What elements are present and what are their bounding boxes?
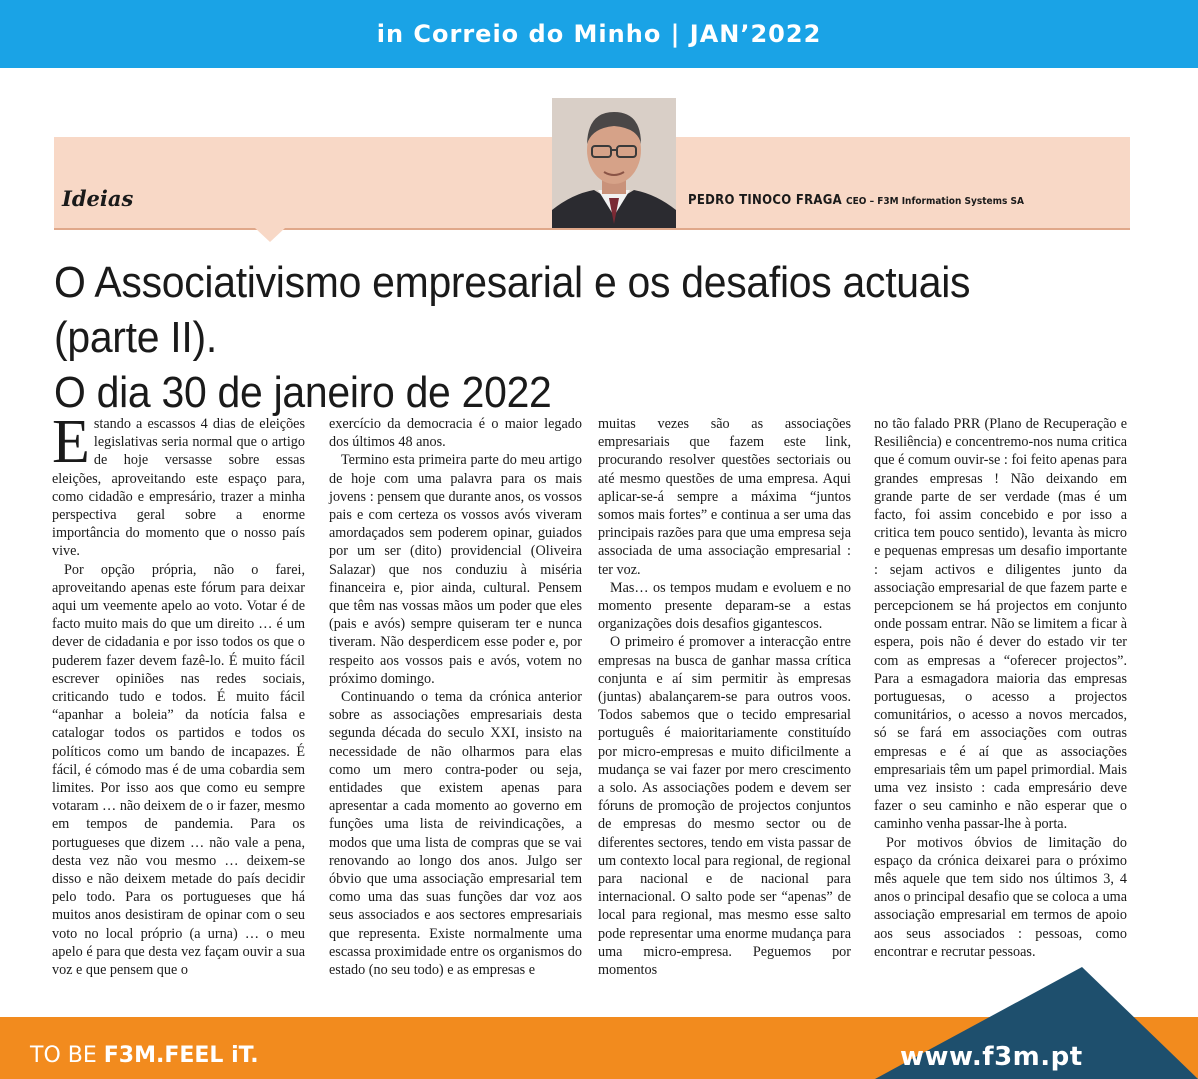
paragraph: Por opção própria, não o farei, aproveitando apenas este fórum para deixar aqui um veemente apelo ao voto. Votar é de facto muito mais do que um direito … é um dever de cidadania e por isso todos os que o puderem fazer devem fazê-lo. É muito fácil escrever opiniões nas redes sociais, criticando tudo e todos. É muito fácil “apanhar a boleia” da notícia falsa e catalogar todos os partidos e todos os políticos como um bando de incapazes. É fácil, é cómodo mas é de uma cobardia sem limites. Por isso aos que como eu sempre votaram … não deixem de o ir fazer, mesmo em tempos de pandemia. Para os portugueses que dizem … não vale a pena, desta vez não vou mesmo … deixem-se disso e não deixem metade do país decidir pelo todo. Para os portugueses que há muitos anos desistiram de opinar com o seu voto no local próprio (a urna) … o meu apelo é para que desta vez façam ouvir a sua voz e que pensem que o xyxy=(52,561,305,979)
drop-cap: E xyxy=(52,408,90,476)
website-link[interactable]: www.f3m.pt xyxy=(900,1042,1083,1072)
paragraph: muitas vezes são as associações empresariais que fazem este link, procurando resolver questões sectoriais ou até mesmo questões de uma empresa. Aqui aplicar-se-á sempre a máxima “juntos somos mais fortes” e continua a ser uma das principais razões para que uma empresa seja associada de uma associação empresarial : ter voz. xyxy=(598,416,851,578)
headline-line-1: O Associativismo empresarial e os desafios actuais (parte II). xyxy=(54,258,971,362)
footer-tagline xyxy=(30,1043,259,1068)
author-role: CEO – F3M Information Systems SA xyxy=(846,196,1024,207)
paragraph: O primeiro é promover a interacção entre empresas na busca de ganhar massa crítica conjunta e aí sim permitir às empresas (juntas) abalançarem-se para outros voos. Todos sabemos que o tecido empresarial português é maioritariamente constituído por micro-empresas e muito dificilmente a mudança se vai fazer por mero crescimento a solo. As associações podem e devem ser fóruns de promoção de projectos conjuntos de empresas do mesmo sector ou de diferentes sectores, tendo em vista passar de um contexto local para regional, de regional para nacional e de nacional para internacional. O salto pode ser “apenas” de local para regional, mas mesmo esse salto pode representar uma enorme mudança para uma micro-empresa. Peguemos por momentos xyxy=(598,634,851,979)
tagline-prefix: TO BE xyxy=(30,1043,104,1068)
paragraph: stando a escassos 4 dias de eleições legislativas seria normal que o artigo de hoje versasse sobre essas eleições, aproveitando este espaço para, como cidadão e empresário, trazer a minha perspectiva geral sobre a enorme importância do momento que o nosso país vive. xyxy=(52,416,305,560)
paragraph: no tão falado PRR (Plano de Recuperação e Resiliência) e concentremo-nos numa critica que é comum ouvir-se : foi feito apenas para grandes empresas ! Não deixando em grande parte de ser verdade (mas é um facto, foi assim concebido e por isso a critica tem pouco sentido), levanta às micro e pequenas empresas um desafio importante : sejam activos e diligentes junto da associação empresarial de que fazem parte e percepcionem se há projectos em conjunto onde possam entrar. Não se limitem a ficar à espera, pois não é dever do estado vir ter com as empresas a “oferecer projectos”. Para a esmagadora maioria das empresas portuguesas, o acesso a projectos comunitários, o acesso a novos mercados, só se fará em associações com outras empresas e é aí que as associações empresariais têm um papel primordial. Mais uma vez insisto : cada empresário deve fazer o seu caminho e não esperar que o caminho venha passar-lhe à porta. xyxy=(874,416,1127,833)
paragraph: exercício da democracia é o maior legado dos últimos 48 anos. xyxy=(329,416,582,451)
tagline-brand: F3M.FEEL iT. xyxy=(103,1043,259,1068)
author-name: PEDRO TINOCO FRAGA xyxy=(688,193,843,208)
paragraph: Mas… os tempos mudam e evoluem e no momento presente deparam-se a estas organizações dois desafios gigantescos. xyxy=(598,579,851,633)
paragraph: Continuando o tema da crónica anterior sobre as associações empresariais desta segunda década do seculo XXI, insisto na necessidade de não olharmos para elas como um mero contra-poder ou seja, entidades que existem apenas para apresentar a cada momento ao governo em funções uma lista de reivindicações, a modos que uma lista de compras que se vai renovando ao longo dos anos. Julgo ser óbvio que uma associação empresarial tem como uma das suas funções dar voz aos seus associados e aos sectores empresariais que representa. Existe normalmente uma escassa proximidade entre os organismos do estado (no seu todo) e as empresas e xyxy=(329,689,582,979)
paragraph: Por motivos óbvios de limitação do espaço da crónica deixarei para o próximo mês aquele que tem sido nos últimos 3, 4 anos o principal desafio que se coloca a uma associação empresarial em termos de apoio aos seus associados : pessoas, como encontrar e recrutar pessoas. xyxy=(874,834,1127,960)
headline-line-2: O dia 30 de janeiro de 2022 xyxy=(54,368,552,417)
header-title: in Correio do Minho | JAN’2022 xyxy=(376,20,822,48)
section-label: Ideias xyxy=(62,186,134,211)
paragraph: Termino esta primeira parte do meu artigo de hoje com uma palavra para os mais jovens : pensem que durante anos, os vossos pais e com certeza os vossos avós viveram amordaçados sem poderem opinar, guiados por um ser (dito) providencial (Oliveira Salazar) que nos conduziu à miséria financeira e, pior ainda, cultural. Pensem que têm nas vossas mãos um poder que eles (pais e avós) sempre quiseram ter e nunca tiveram. Não desperdicem esse poder e, por respeito aos vossos pais e avós, votem no próximo domingo. xyxy=(329,452,582,687)
